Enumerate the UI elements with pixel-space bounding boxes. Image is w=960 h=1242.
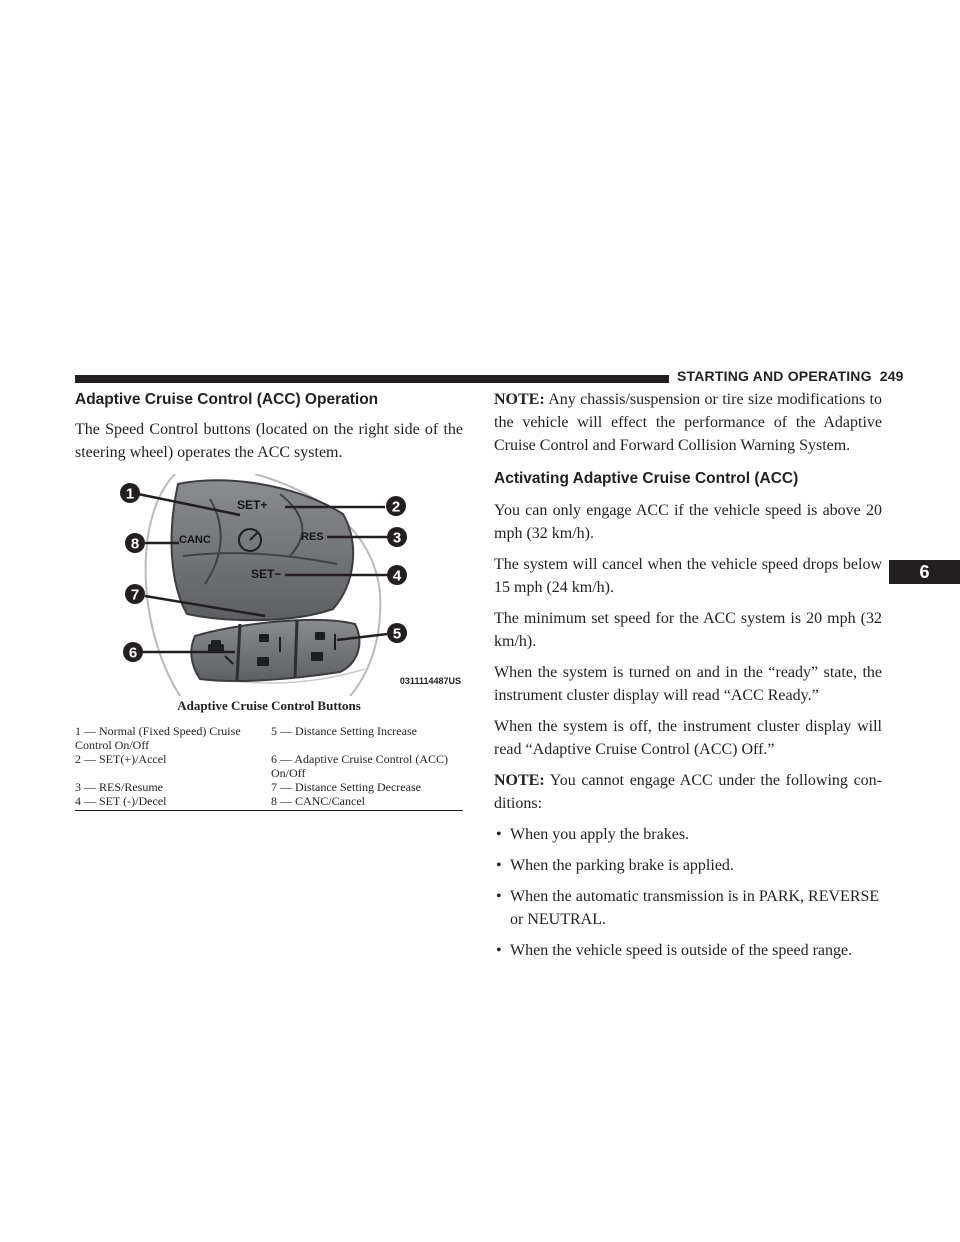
res-label: RES bbox=[301, 531, 324, 543]
list-item: • When the vehicle speed is outside of the speed range. bbox=[496, 942, 853, 959]
body-paragraph: The system will cancel when the vehicle speed drops below 15 mph (24 km/h). bbox=[494, 556, 882, 596]
section-heading-acc-operation: Adaptive Cruise Control (ACC) Operation bbox=[75, 391, 379, 408]
legend-row bbox=[75, 794, 463, 808]
callout-7: 7 bbox=[130, 586, 140, 604]
page-number: 249 bbox=[879, 368, 904, 384]
conditions-list bbox=[494, 823, 882, 962]
header-rule bbox=[75, 375, 669, 383]
legend-item: 7 — Distance Setting Decrease bbox=[271, 780, 421, 794]
legend-item: 4 — SET (-)/Decel bbox=[75, 794, 167, 808]
callout-4: 4 bbox=[392, 567, 402, 585]
note-text: Any chassis/suspension or tire size modifications to the vehicle will effect the performance of the Adaptive Cruise Control and Forward Collision Warning System. bbox=[494, 391, 882, 454]
chapter-tab: 6 bbox=[889, 560, 960, 584]
body-paragraph: When the system is off, the instrument cluster display will read “Adaptive Cruise Control (ACC) Off.” bbox=[494, 718, 882, 758]
acc-buttons-figure bbox=[75, 474, 463, 696]
legend-row bbox=[75, 752, 463, 780]
left-column bbox=[75, 388, 463, 811]
section-title: STARTING AND OPERATING bbox=[677, 368, 872, 384]
body-paragraph: The minimum set speed for the ACC system is 20 mph (32 km/h). bbox=[494, 610, 882, 650]
body-paragraph: When the system is turned on and in the “ready” state, the instrument cluster display will read “ACC Ready.” bbox=[494, 664, 882, 704]
figure-legend bbox=[75, 724, 463, 808]
legend-divider bbox=[75, 810, 463, 811]
legend-item: 5 — Distance Setting Increase bbox=[271, 724, 417, 738]
callout-3: 3 bbox=[392, 529, 402, 547]
list-item-text: When the parking brake is applied. bbox=[510, 857, 734, 874]
right-column bbox=[494, 388, 882, 962]
legend-item: 2 — SET(+)/Accel bbox=[75, 752, 167, 766]
figure-caption: Adaptive Cruise Control Buttons bbox=[177, 698, 361, 713]
note-text: You cannot engage ACC under the following con- ditions: bbox=[494, 772, 882, 812]
list-item-text: When the automatic transmission is in PARK, REVERSE or NEUTRAL. bbox=[510, 888, 880, 928]
legend-item: 8 — CANC/Cancel bbox=[271, 794, 365, 808]
figure-code: 0311114487US bbox=[399, 676, 461, 686]
callout-5: 5 bbox=[392, 625, 402, 643]
callout-2: 2 bbox=[391, 498, 401, 516]
running-header bbox=[677, 368, 904, 384]
callout-8: 8 bbox=[130, 535, 140, 553]
list-item: • When the parking brake is applied. bbox=[496, 857, 734, 874]
legend-item: 1 — Normal (Fixed Speed) Cruise Control On/Off bbox=[75, 724, 241, 752]
note-paragraph bbox=[494, 388, 882, 457]
legend-item: 6 — Adaptive Cruise Control (ACC) On/Off bbox=[271, 752, 448, 780]
set-minus-label: SET− bbox=[251, 567, 282, 581]
canc-label: CANC bbox=[179, 534, 211, 546]
legend-item: 3 — RES/Resume bbox=[75, 780, 164, 794]
list-item: • When the automatic transmission is in PARK, REVERSE or NEUTRAL. bbox=[496, 888, 880, 928]
callout-1: 1 bbox=[125, 485, 135, 503]
list-item: • When you apply the brakes. bbox=[496, 826, 690, 843]
legend-row bbox=[75, 780, 463, 794]
legend-row bbox=[75, 724, 463, 752]
note-label: NOTE: bbox=[494, 772, 545, 789]
steering-wheel-controls-illustration bbox=[75, 474, 463, 696]
note-label: NOTE: bbox=[494, 391, 545, 408]
note-paragraph bbox=[494, 769, 882, 815]
section-heading-activating-acc: Activating Adaptive Cruise Control (ACC) bbox=[494, 470, 799, 487]
body-paragraph: You can only engage ACC if the vehicle speed is above 20 mph (32 km/h). bbox=[494, 502, 882, 542]
set-plus-label: SET+ bbox=[237, 498, 268, 512]
list-item-text: When you apply the brakes. bbox=[510, 826, 690, 843]
intro-paragraph: The Speed Control buttons (located on the right side of the steering wheel) operates the ACC system. bbox=[75, 421, 463, 461]
list-item-text: When the vehicle speed is outside of the speed range. bbox=[510, 942, 853, 959]
callout-6: 6 bbox=[128, 644, 138, 662]
